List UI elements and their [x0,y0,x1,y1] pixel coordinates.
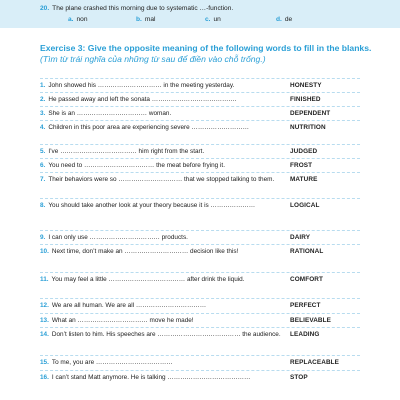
answer-options [68,16,368,24]
option-letter: c. [205,16,211,23]
question-number: 12. [40,302,49,309]
question-number: 10. [40,248,49,255]
question-sentence [40,124,288,132]
question-text[interactable]: John showed his ………………………… in the meeting yesterday. [48,82,235,89]
option-c[interactable] [205,16,221,23]
question-number: 5. [40,148,46,155]
base-word: RATIONAL [290,248,324,255]
question-sentence [40,148,288,156]
option-a[interactable] [68,16,88,23]
question-row [40,198,360,229]
question-number: 7. [40,176,46,183]
question-row [40,370,360,397]
option-text: non [76,16,88,23]
question-text: The plane crashed this morning due to systematic …-function. [52,5,234,12]
question-row [40,92,360,107]
option-letter: a. [68,16,74,23]
question-row [40,144,360,159]
question-number: 2. [40,96,46,103]
question-text[interactable]: I can’t stand Matt anymore. He is talking ………………………………… [51,374,251,381]
question-sentence [40,162,288,170]
question-sentence [40,302,288,310]
question-text[interactable]: Next time, don’t make an ………………………… decision like this! [51,248,239,255]
option-b[interactable] [136,16,156,23]
option-letter: d. [276,16,282,23]
question-text[interactable]: You may feel a little ……………………………… after drink the liquid. [51,276,245,283]
option-text: un [213,16,221,23]
question-row [40,158,360,173]
question-number: 3. [40,110,46,117]
base-word: JUDGED [290,148,318,155]
question-sentence [40,234,288,242]
question-text[interactable]: We are all human. We are all …………………………… [51,302,207,309]
question-sentence [40,82,288,90]
question-number: 9. [40,234,46,241]
question-sentence [40,110,288,118]
option-letter: b. [136,16,142,23]
question-row [40,313,360,328]
question-20 [40,5,233,13]
question-text[interactable]: To me, you are ……………………………… [51,359,173,366]
base-word: FINISHED [290,96,321,103]
base-word: MATURE [290,176,318,183]
base-word: DEPENDENT [290,110,331,117]
question-text[interactable]: Don’t listen to him. His speeches are ………………………………… the audience. [51,331,281,338]
question-sentence [40,317,288,325]
base-word: DAIRY [290,234,311,241]
question-sentence [40,176,288,184]
exercise-subtitle: (Tìm từ trái nghĩa của những từ sau để điền vào chỗ trống.) [40,54,266,64]
question-text[interactable]: What an …………………………… move he made! [51,317,194,324]
exercise-title: Exercise 3: Give the opposite meaning of the following words to fill in the blanks. [40,43,372,53]
question-text[interactable]: She is an …………………………… woman. [48,110,172,117]
question-number: 6. [40,162,46,169]
question-sentence [40,248,288,256]
question-row [40,298,360,313]
question-text[interactable]: I can only use …………………………… products. [48,234,188,241]
question-sentence [40,96,288,104]
exercise-heading [40,43,375,65]
question-number: 11. [40,276,49,283]
question-sentence [40,202,288,210]
option-d[interactable] [276,16,292,23]
base-word: PERFECT [290,302,321,309]
question-row [40,327,360,352]
base-word: NUTRITION [290,124,326,131]
question-row [40,272,360,297]
question-text[interactable]: You should take another look at your theory because it is ………………… [48,202,256,209]
question-number: 15. [40,359,49,366]
question-text[interactable]: Children in this poor area are experiencing severe ……………………… [48,124,250,131]
question-row [40,120,360,145]
base-word: LOGICAL [290,202,320,209]
question-sentence [40,359,288,367]
base-word: REPLACEABLE [290,359,340,366]
base-word: HONESTY [290,82,322,89]
question-row [40,78,360,93]
base-word: FROST [290,162,313,169]
question-text[interactable]: He passed away and left the sonata …………………………………. [48,96,237,103]
option-text: de [284,16,293,23]
question-sentence [40,331,288,339]
base-word: LEADING [290,331,320,338]
question-number: 14. [40,331,49,338]
base-word: BELIEVABLE [290,317,332,324]
question-number: 16. [40,374,49,381]
question-text[interactable]: Their behaviors were so ………………………… that we stopped talking to them. [48,176,275,183]
question-sentence [40,374,288,382]
question-row [40,230,360,245]
base-word: STOP [290,374,308,381]
base-word: COMFORT [290,276,324,283]
question-number: 13. [40,317,49,324]
question-row [40,355,360,370]
question-row [40,244,360,271]
question-number: 8. [40,202,46,209]
question-number: 1. [40,82,46,89]
question-row [40,106,360,121]
option-text: mal [144,16,156,23]
question-text[interactable]: You need to …………………………… the meat before frying it. [48,162,225,169]
question-number: 4. [40,124,46,131]
question-text[interactable]: I’ve ……………………………… him right from the start. [48,148,205,155]
question-number: 20. [40,5,50,12]
question-sentence [40,276,288,284]
question-row [40,172,360,195]
